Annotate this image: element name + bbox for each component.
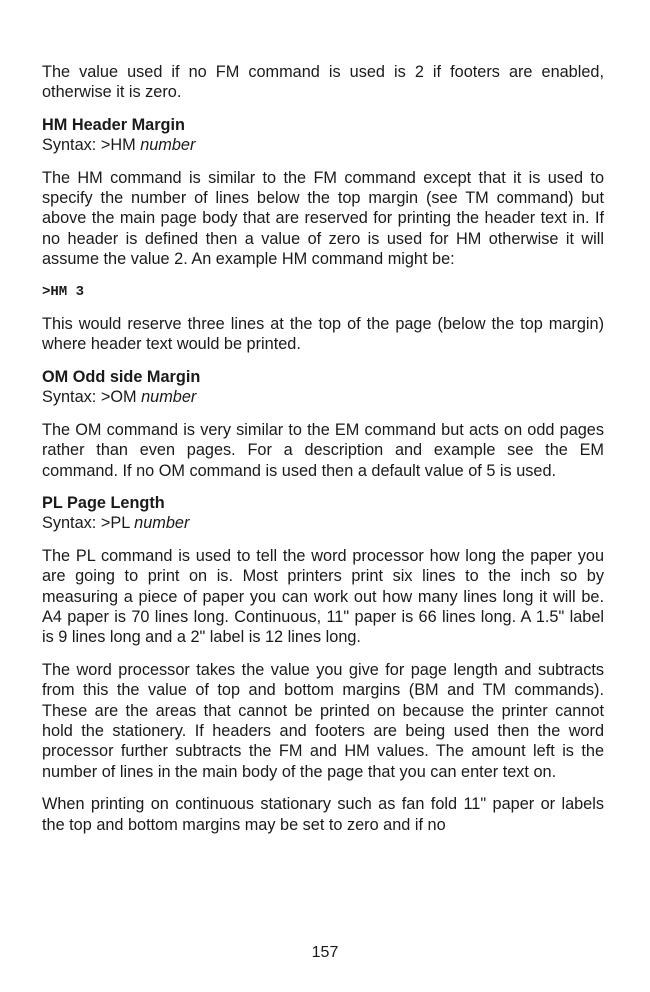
paragraph: The word processor takes the value you give for page length and subtracts from this the value of top and bottom margins (BM and TM commands). These are the areas that cannot be printed on because the printer cannot hold the stationery. If headers and footers are being used then the word processor further subtracts the FM and HM values. The amount left is the number of lines in the main body of the page that you can enter text on. [42,660,604,781]
code-example: >HM 3 [42,283,85,300]
paragraph: When printing on continuous stationary such as fan fold 11" paper or labels the top and bottom margins may be set to zero and if no [42,795,604,834]
syntax-prefix: Syntax: >OM [42,388,137,407]
syntax-argument: number [134,514,190,533]
section-heading-hm: HM Header Margin [42,115,185,134]
page-content [42,62,604,847]
paragraph: This would reserve three lines at the top of the page (below the top margin) where header text would be printed. [42,315,604,354]
page-number: 157 [311,944,339,961]
syntax-prefix: Syntax: >HM [42,136,136,155]
syntax-prefix: Syntax: >PL [42,514,130,533]
syntax-line-om [42,387,604,407]
section-heading-om: OM Odd side Margin [42,367,201,386]
syntax-argument: number [140,136,196,155]
paragraph: The value used if no FM command is used is 2 if footers are enabled, otherwise it is zero. [42,63,604,102]
syntax-argument: number [141,388,197,407]
paragraph: The OM command is very similar to the EM command but acts on odd pages rather than even pages. For a description and example see the EM command. If no OM command is used then a default value of 5 is used. [42,420,604,480]
paragraph: The HM command is similar to the FM command except that it is used to specify the number of lines below the top margin (see TM command) but above the main page body that are reserved for printing the header text in. If no header is defined then a value of zero is used for HM otherwise it will assume the value 2. An example HM command might be: [42,168,604,269]
syntax-line-pl [42,513,604,533]
paragraph: The PL command is used to tell the word processor how long the paper you are going to print on is. Most printers print six lines to the inch so by measuring a piece of paper you can work out how many lines long it will be. A4 paper is 70 lines long. Continuous, 11" paper is 66 lines long. A 1.5" label is 9 lines long and a 2" label is 12 lines long. [42,546,604,647]
section-heading-pl: PL Page Length [42,493,165,512]
syntax-line-hm [42,135,604,155]
